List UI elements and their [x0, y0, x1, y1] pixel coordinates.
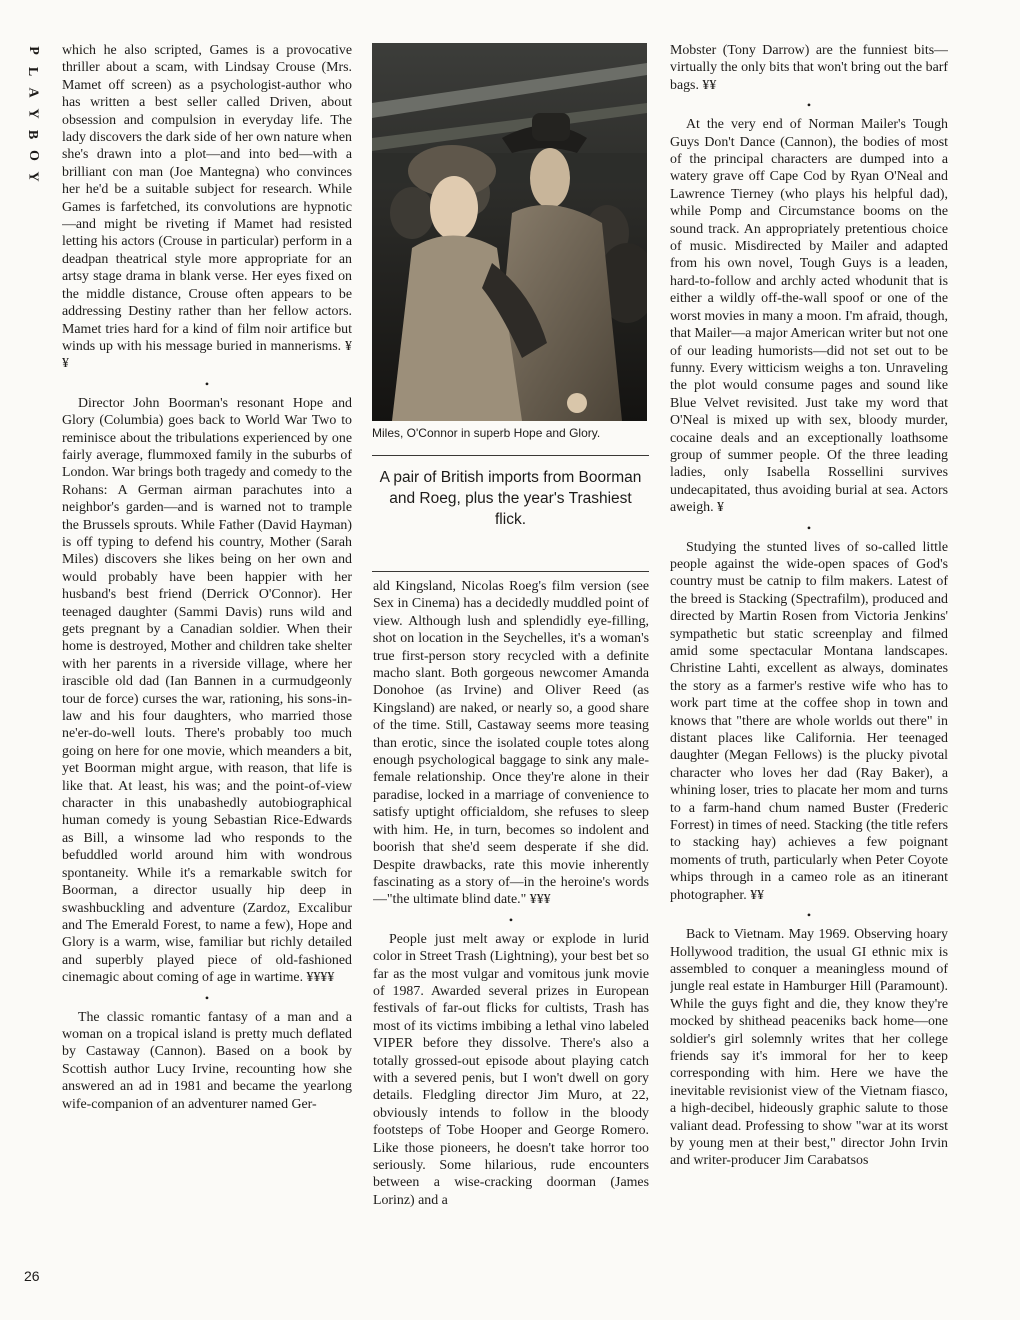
column-1	[62, 42, 352, 1292]
section-bullet: •	[806, 520, 812, 535]
film-still-photo	[372, 43, 647, 421]
page-number: 26	[24, 1268, 40, 1284]
column-3	[670, 42, 948, 1292]
pullquote-bottom-rule	[372, 571, 649, 572]
masthead-letter: O	[25, 150, 41, 161]
masthead-letter: Y	[25, 171, 41, 182]
paragraph: People just melt away or explode in lurid color in Street Trash (Lightning), your best bet so far as the most vulgar and vomitous junk movie of 1987. Awarded several prizes in European festivals of far-out flicks for cultists, Trash has most of its victims imbibing a lethal vino labeled VIPER before they dissolve. There's also a totally grossed-out episode about playing catch with a severed penis, but I won't dwell on gory details. Fledgling director Jim Muro, at 22, obviously intends to follow in the bloody footsteps of Tobe Hooper and George Romero. Like those pioneers, he doesn't take horror too seriously. Some hilarious, rude encounters between a wise-cracking doorman (James Lorinz) and a	[373, 931, 649, 1208]
masthead	[22, 40, 44, 187]
masthead-letter: P	[25, 46, 41, 55]
paragraph: Director John Boorman's resonant Hope and Glory (Columbia) goes back to World War Two to reminisce about the tribulations experienced by one fairly average, flummoxed family in the suburbs of London. War brings both tragedy and comedy to the Rohans: A German airman parachutes into a neighbor's garden—and is warned not to trample the Brussels sprouts. While Father (David Hayman) is off typing to defend his country, Mother (Sarah Miles) discovers she likes being on her own and would probably have been happier with her husband's best friend (Derrick O'Connor). Her teenaged daughter (Sammi Davis) runs wild and gets pregnant by a Canadian soldier. When their home is destroyed, Mother and children take shelter with her parents in a riverside village, where her irascible old dad (Ian Bannen in a curmudgeonly tour de force) curses the war, rationing, his sons-in-law and his four daughters, who married those ne'er-do-well louts. There's probably too much going on here for one movie, which meanders a bit, yet Boorman might argue, with reason, that life is like that. At least, his was; and the point-of-view character in this unabashedly autobiographical human comedy is young Sebastian Rice-Edwards as Bill, a winsome lad who responds to the befuddled world around him with wondrous spontaneity. While it's a remarkable switch for Boorman, a director usually hip deep in swashbuckling and adventure (Zardoz, Excalibur and The Emerald Forest, to name a few), Hope and Glory is a warm, wise, familiar but richly detailed and superbly played piece of old-fashioned cinemagic about coming of age in wartime. ¥¥¥¥	[62, 395, 352, 986]
paragraph: The classic romantic fantasy of a man and a woman on a tropical island is pretty much deflated by Castaway (Cannon). Based on a book by Scottish author Lucy Irvine, recounting how she answered an ad in 1981 and became the yearlong wife-companion of an adventurer named Ger-	[62, 1009, 352, 1112]
section-bullet: •	[204, 990, 210, 1005]
pullquote-top-rule	[372, 455, 649, 456]
section-bullet: •	[508, 912, 514, 927]
section-bullet: •	[204, 376, 210, 391]
section-bullet: •	[806, 908, 812, 923]
column-2	[373, 578, 649, 1290]
masthead-letter: A	[25, 87, 41, 98]
paragraph: Back to Vietnam. May 1969. Observing hoary Hollywood tradition, the usual GI ethnic mix is assembled to conquer a meaningless mound of jungle real estate in Hamburger Hill (Paramount). While the guys fight and die, they know they're mocked by shithead peaceniks back home—one soldier's girl solemnly writes that her college friends say it's immoral for her to keep corresponding with him. Here we have the inevitable revisionist view of the Vietnam fiasco, a high-decibel, hideously graphic salute to those valiant dead. Professing to show "war at its worst by young men at their best," director John Irvin and writer-producer Jim Carabatsos	[670, 927, 948, 1169]
section-bullet: •	[806, 98, 812, 113]
masthead-letter: Y	[25, 108, 41, 119]
photo-illustration	[372, 43, 647, 421]
paragraph: At the very end of Norman Mailer's Tough Guys Don't Dance (Cannon), the bodies of most of the principal characters are dumped into a watery grave off Cape Cod by Ryan O'Neal and Lawrence Tierney (who plays his helpful dad), while Pomp and Circumstance booms on the sound track. An appropriately pretentious choice of music. Misdirected by Mailer and adapted from his own novel, Tough Guys is a leaden, hard-to-follow and archly acted whodunit that is either a wildly off-the-wall spoof or one of the worst movies in many a moon. I'm afraid, though, that Mailer—a major American writer but not one of our leading humorists—did not set out to be funny. Every witticism weighs a ton. Unraveling the plot would consume pages and sound like Blue Velvet revisited. Just take my word that O'Neal is mixed up with sex, bloody murder, cocaine deals and an exceptionally loathsome group of summer people. Of the three leading ladies, only Isabella Rossellini survives undecapitated, thus avoiding burial at sea. Actors aweigh. ¥	[670, 117, 948, 516]
paragraph: Mobster (Tony Darrow) are the funniest bits—virtually the only bits that won't bring out the barf bags. ¥¥	[670, 43, 948, 93]
paragraph: which he also scripted, Games is a provocative thriller about a scam, with Lindsay Crouse (Mrs. Mamet off screen) as a psychologist-author who has written a best seller called Driven, about obsession and compulsion in everyday life. The lady discovers the dark side of her own nature when she's drawn into a plot—and into bed—with a brilliant con man (Joe Mantegna) who convinces her he'd be a suitable subject for research. While Games is farfetched, its convolutions are hypnotic—and might be riveting if Mamet had resisted letting his actors (Crouse in particular) perform in a deadpan theatrical style more appropriate for an artsy stage drama in blank verse. Her eyes fixed on the middle distance, Crouse often appears to be addressing Destiny rather than her fellow actors. Mamet tries hard for a kind of film noir artifice but winds up with his message buried in mannerisms. ¥¥	[62, 43, 352, 372]
paragraph: ald Kingsland, Nicolas Roeg's film version (see Sex in Cinema) has a decidedly muddled point of view. Although lush and splendidly eye-filling, shot on location in the Seychelles, it's a woman's true first-person story recycled with a definite macho slant. Both gorgeous newcomer Amanda Donohoe (as Irvine) and Oliver Reed (as Kingsland) are naked, or nearly so, a good share of the time. Still, Castaway seems more teasing than erotic, since the isolated couple totes along enough psychological baggage to sink any male-female relationship. Once they're alone in their paradise, locked in a marriage of convenience to satisfy uptight officialdom, she refuses to sleep with him. He, in turn, becomes so indolent and boorish that she'd seem desperate if she did. Despite drawbacks, rate this movie inherently fascinating as a story of—in the heroine's words—"the ultimate blind date." ¥¥¥	[373, 579, 649, 908]
pullquote: A pair of British imports from Boorman and Roeg, plus the year's Trashiest flick.	[379, 469, 642, 528]
paragraph: Studying the stunted lives of so-called little people against the wide-open spaces of God's country must be catnip to film makers. Latest of the breed is Stacking (Spectrafilm), produced and directed by Martin Rosen from Victoria Jenkins' sympathetic but static screenplay and filmed amid some spectacular Montana landscapes. Christine Lahti, excellent as always, dominates the story as a farmer's restive wife who has to work part time at the coffee shop in town and knows that "there are whole worlds out there" in distant places like California. Her teenaged daughter (Megan Fellows) is the plucky pivotal character who loves her dad (Ray Baker), a whining loser, tries to placate her mom and turns to a farm-hand chum named Buster (Frederic Forrest) in times of need. Stacking (the title refers to stacking hay) achieves a few poignant moments of truth, particularly when Peter Coyote whips through in a cameo role as an itinerant photographer. ¥¥	[670, 539, 948, 903]
masthead-letter: B	[25, 129, 41, 140]
masthead-letter: L	[25, 66, 41, 77]
photo-caption: Miles, O'Connor in superb Hope and Glory.	[372, 426, 601, 440]
